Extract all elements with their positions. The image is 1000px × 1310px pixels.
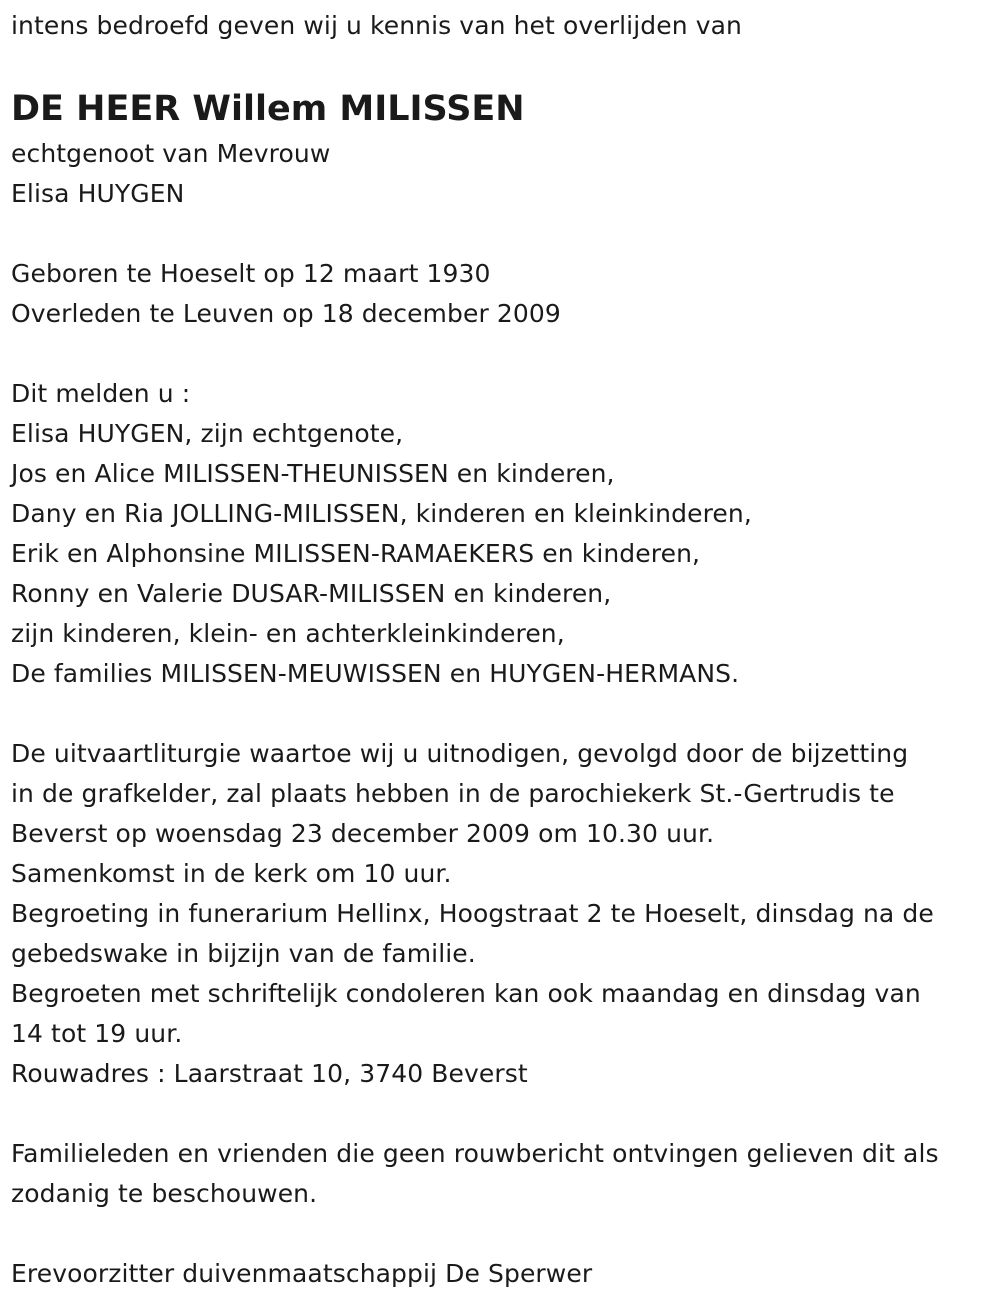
spacer [11, 1094, 988, 1134]
announcers-heading: Dit melden u : [11, 379, 191, 408]
announcer-line: Erik en Alphonsine MILISSEN-RAMAEKERS en kinderen, [11, 539, 701, 568]
spacer [11, 334, 988, 374]
announcer-line: Ronny en Valerie DUSAR-MILISSEN en kinderen, [11, 579, 612, 608]
spacer [11, 214, 988, 254]
intro-text: intens bedroefd geven wij u kennis van het overlijden van [11, 11, 742, 40]
ceremony-line: 14 tot 19 uur. [11, 1019, 183, 1048]
ceremony-line: Beverst op woensdag 23 december 2009 om 10.30 uur. [11, 819, 715, 848]
spacer [11, 1214, 988, 1254]
announcer-line: zijn kinderen, klein- en achterkleinkinderen, [11, 619, 565, 648]
ceremony-line: in de grafkelder, zal plaats hebben in de parochiekerk St.-Gertrudis te [11, 779, 895, 808]
mourning-address: Rouwadres : Laarstraat 10, 3740 Beverst [11, 1059, 528, 1088]
notice-line: Familieleden en vrienden die geen rouwbericht ontvingen gelieven dit als [11, 1139, 939, 1168]
spouse-line-1: echtgenoot van Mevrouw [11, 139, 331, 168]
spacer [11, 694, 988, 734]
death-line: Overleden te Leuven op 18 december 2009 [11, 299, 561, 328]
notice-line: zodanig te beschouwen. [11, 1179, 318, 1208]
announcer-line: Dany en Ria JOLLING-MILISSEN, kinderen en kleinkinderen, [11, 499, 752, 528]
ceremony-line: Begroeten met schriftelijk condoleren kan ook maandag en dinsdag van [11, 979, 921, 1008]
closing-line: Erevoorzitter duivenmaatschappij De Sperwer [11, 1259, 593, 1288]
ceremony-line: gebedswake in bijzijn van de familie. [11, 939, 476, 968]
ceremony-line: Samenkomst in de kerk om 10 uur. [11, 859, 452, 888]
ceremony-line: Begroeting in funerarium Hellinx, Hoogstraat 2 te Hoeselt, dinsdag na de [11, 899, 934, 928]
announcer-line: Elisa HUYGEN, zijn echtgenote, [11, 419, 404, 448]
ceremony-line: De uitvaartliturgie waartoe wij u uitnodigen, gevolgd door de bijzetting [11, 739, 909, 768]
announcer-line: De families MILISSEN-MEUWISSEN en HUYGEN-HERMANS. [11, 659, 740, 688]
announcer-line: Jos en Alice MILISSEN-THEUNISSEN en kinderen, [11, 459, 615, 488]
deceased-name: DE HEER Willem MILISSEN [11, 89, 525, 129]
spouse-line-2: Elisa HUYGEN [11, 179, 185, 208]
birth-line: Geboren te Hoeselt op 12 maart 1930 [11, 259, 491, 288]
